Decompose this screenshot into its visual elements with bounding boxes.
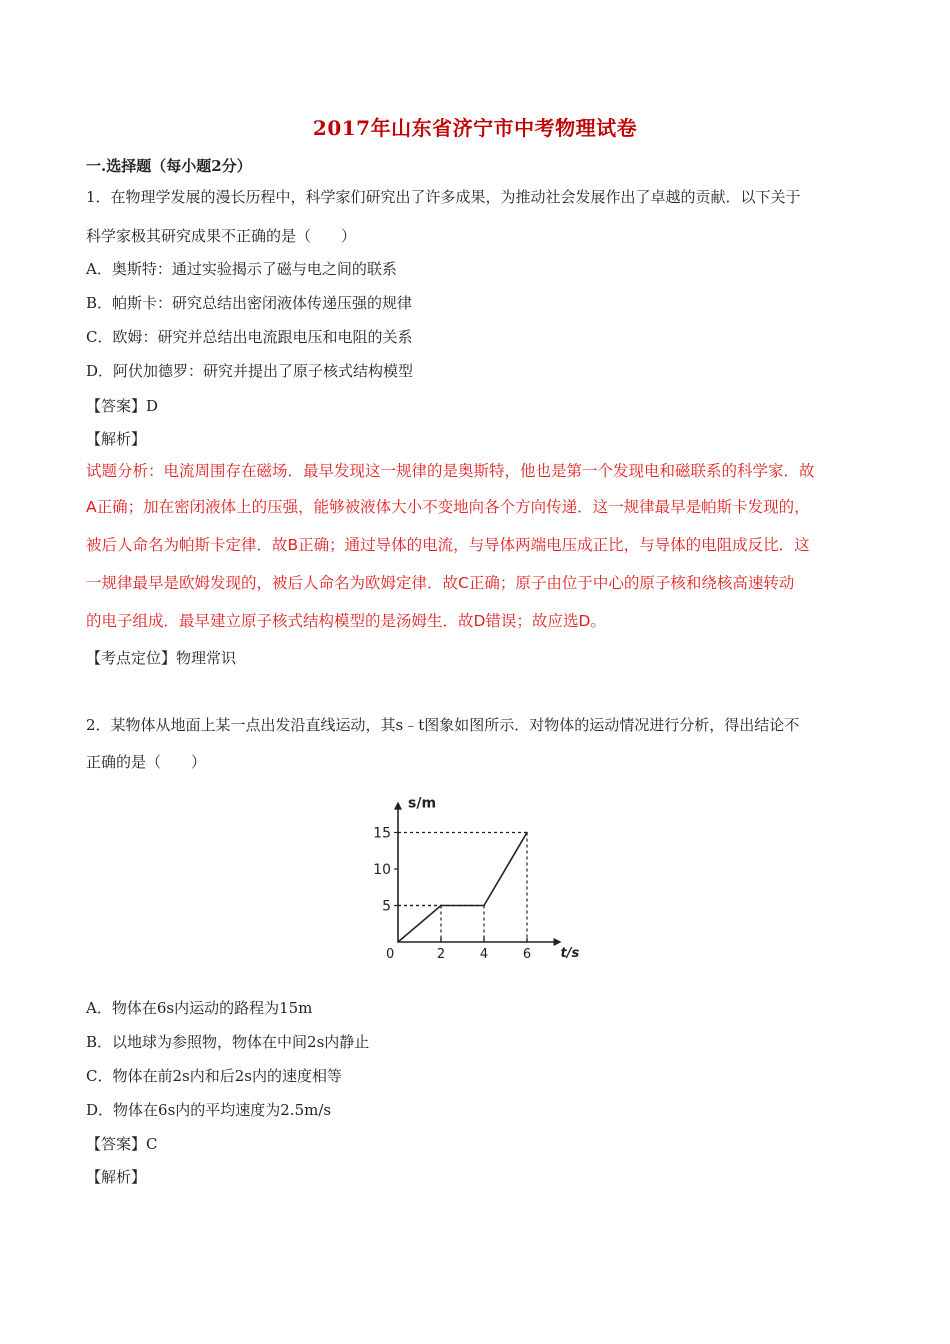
x-axis-arrow bbox=[554, 938, 562, 946]
q1-analysis-line3: 被后人命名为帕斯卡定律．故B正确；通过导体的电流，与导体两端电压成正比，与导体的电阻成反比．这 bbox=[86, 536, 810, 554]
q2-option-b: B．以地球为参照物，物体在中间2s内静止 bbox=[86, 1033, 370, 1051]
x-tick-label: 4 bbox=[479, 947, 489, 962]
data-point bbox=[526, 832, 528, 834]
y-axis-arrow bbox=[394, 802, 402, 810]
q2-option-a: A．物体在6s内运动的路程为15m bbox=[86, 999, 313, 1017]
st-graph bbox=[370, 782, 585, 967]
q1-stem-line1: 1．在物理学发展的漫长历程中，科学家们研究出了许多成果，为推动社会发展作出了卓越的贡献．以下关于 bbox=[86, 188, 801, 206]
q1-analysis-line5: 的电子组成．最早建立原子核式结构模型的是汤姆生．故D错误；故应选D。 bbox=[86, 612, 606, 630]
q2-stem-line1: 2．某物体从地面上某一点出发沿直线运动，其s﹣t图象如图所示．对物体的运动情况进行分析，得出结论不 bbox=[86, 716, 800, 734]
page-title: 2017年山东省济宁市中考物理试卷 bbox=[312, 116, 638, 140]
q1-option-b: B．帕斯卡：研究总结出密闭液体传递压强的规律 bbox=[86, 294, 413, 312]
q2-option-d: D．物体在6s内的平均速度为2.5m/s bbox=[86, 1101, 332, 1119]
q2-analysis-label: 【解析】 bbox=[86, 1168, 147, 1186]
q1-stem-line2: 科学家极其研究成果不正确的是（ ） bbox=[86, 227, 357, 245]
q1-answer: 【答案】D bbox=[86, 397, 159, 415]
q1-analysis-line4: 一规律最早是欧姆发现的，被后人命名为欧姆定律．故C正确；原子由位于中心的原子核和绕核高速转动 bbox=[86, 574, 795, 592]
q1-option-d: D．阿伏加德罗：研究并提出了原子核式结构模型 bbox=[86, 362, 414, 380]
q1-kaodian: 【考点定位】物理常识 bbox=[86, 649, 237, 667]
x-tick-label: 0 bbox=[386, 947, 395, 962]
data-point bbox=[483, 905, 485, 907]
series-line bbox=[398, 833, 527, 943]
x-tick-label: 6 bbox=[522, 947, 532, 962]
q2-answer: 【答案】C bbox=[86, 1135, 158, 1153]
x-tick-label: 2 bbox=[436, 947, 446, 962]
q1-analysis-line1: 试题分析：电流周围存在磁场．最早发现这一规律的是奥斯特，他也是第一个发现电和磁联系的科学家．故 bbox=[86, 462, 815, 480]
q1-analysis-label: 【解析】 bbox=[86, 430, 147, 448]
q2-option-c: C．物体在前2s内和后2s内的速度相等 bbox=[86, 1067, 342, 1085]
data-point bbox=[440, 905, 442, 907]
section-heading: 一.选择题（每小题2分） bbox=[86, 157, 252, 175]
y-axis-label: s/m bbox=[408, 795, 437, 812]
q1-option-c: C．欧姆：研究并总结出电流跟电压和电阻的关系 bbox=[86, 328, 413, 346]
y-tick-label: 5 bbox=[382, 898, 391, 915]
q2-stem-line2: 正确的是（ ） bbox=[86, 753, 207, 771]
q1-analysis-line2: A正确；加在密闭液体上的压强，能够被液体大小不变地向各个方向传递．这一规律最早是帕斯卡发现的， bbox=[86, 498, 810, 516]
y-tick-label: 10 bbox=[373, 862, 391, 878]
q1-option-a: A．奥斯特：通过实验揭示了磁与电之间的联系 bbox=[86, 260, 397, 278]
x-axis-label: t/s bbox=[560, 946, 580, 961]
data-point bbox=[397, 941, 399, 943]
y-tick-label: 15 bbox=[373, 825, 391, 842]
